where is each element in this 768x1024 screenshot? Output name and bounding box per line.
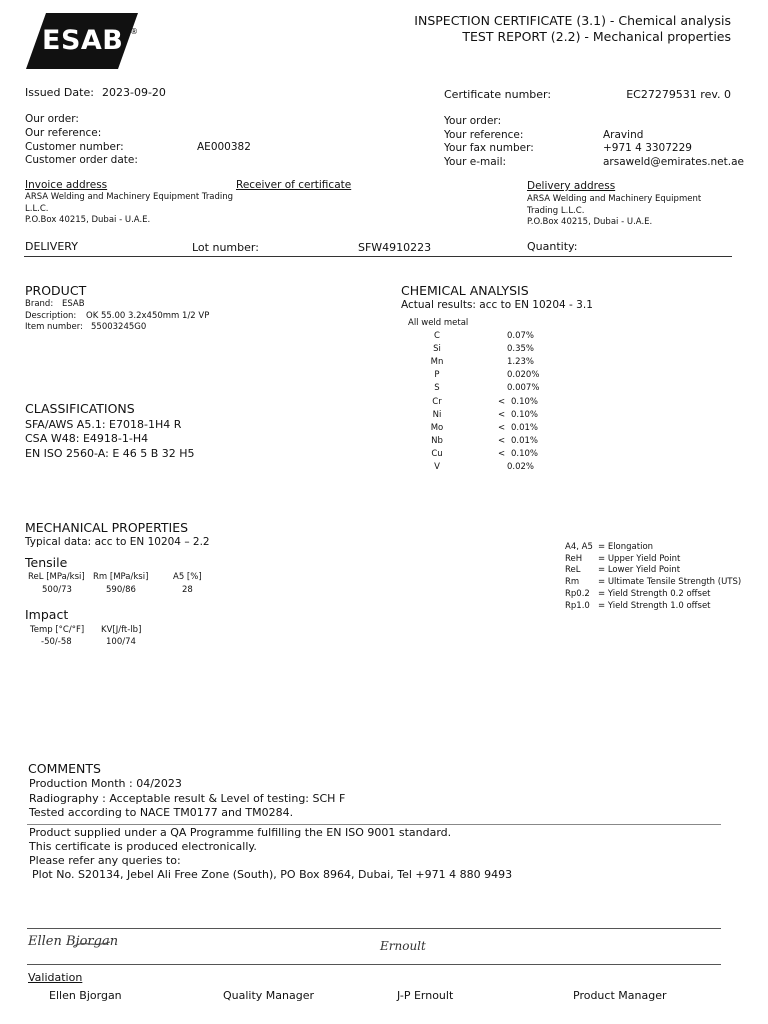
our-order-label: Our order: bbox=[25, 113, 79, 125]
chem-value: 0.020% bbox=[507, 370, 540, 381]
impact-value-kv: 100/74 bbox=[106, 637, 136, 647]
item-number-label: Item number: bbox=[25, 322, 83, 332]
legend-description: = Yield Strength 1.0 offset bbox=[598, 600, 711, 611]
chem-element: Mn bbox=[430, 357, 444, 368]
comment-radiography: Radiography : Acceptable result & Level of testing: SCH F bbox=[29, 792, 346, 805]
chem-less-than: < bbox=[498, 409, 506, 420]
classification-en-iso: EN ISO 2560-A: E 46 5 B 32 H5 bbox=[25, 447, 195, 460]
classification-aws: SFA/AWS A5.1: E7018-1H4 R bbox=[25, 418, 182, 431]
signer-name-2: J-P Ernoult bbox=[397, 989, 454, 1002]
logo-text: ESAB bbox=[42, 25, 124, 56]
chem-value: 0.007% bbox=[507, 383, 540, 394]
impact-value-temp: -50/-58 bbox=[41, 637, 72, 647]
classifications-heading: CLASSIFICATIONS bbox=[25, 401, 135, 416]
fax-number-value: +971 4 3307229 bbox=[603, 142, 692, 154]
validation-label: Validation bbox=[28, 971, 83, 984]
tensile-header-a5: A5 [%] bbox=[173, 572, 202, 582]
chem-element: Cr bbox=[432, 396, 442, 407]
lot-number-value: SFW4910223 bbox=[358, 241, 432, 254]
legend-abbreviation: Rp1.0 bbox=[565, 600, 590, 611]
quantity-label: Quantity: bbox=[527, 240, 578, 253]
signature-ellen-bjorgan: Ellen Bjorgan bbox=[28, 934, 119, 949]
customer-number-value: AE000382 bbox=[197, 141, 251, 153]
invoice-address-line-1: ARSA Welding and Machinery Equipment Trading bbox=[25, 192, 234, 202]
chem-value: 0.01% bbox=[511, 435, 539, 446]
signer-title-1: Quality Manager bbox=[223, 989, 315, 1002]
chem-less-than: < bbox=[498, 396, 506, 407]
chem-element: P bbox=[434, 370, 440, 381]
chem-element: V bbox=[434, 462, 440, 472]
legend-abbreviation: ReL bbox=[565, 565, 581, 576]
signer-name-1: Ellen Bjorgan bbox=[49, 989, 122, 1002]
chem-value: 0.35% bbox=[507, 344, 535, 355]
receiver-label: Receiver of certificate bbox=[236, 179, 352, 191]
delivery-address-label: Delivery address bbox=[527, 180, 616, 192]
your-order-label: Your order: bbox=[444, 115, 502, 127]
impact-heading: Impact bbox=[25, 607, 69, 622]
chem-less-than: < bbox=[498, 435, 506, 446]
delivery-divider bbox=[24, 256, 732, 257]
chem-value: 0.07% bbox=[507, 331, 535, 341]
lot-number-label: Lot number: bbox=[192, 241, 259, 254]
invoice-address-line-2: L.L.C. bbox=[25, 204, 49, 214]
chem-value: 0.02% bbox=[507, 462, 535, 472]
issued-date-value: 2023-09-20 bbox=[102, 86, 166, 99]
certificate-number-value: EC27279531 rev. 0 bbox=[626, 88, 731, 101]
chem-element: S bbox=[434, 383, 440, 394]
email-label: Your e-mail: bbox=[444, 156, 507, 168]
chem-value: 0.10% bbox=[511, 448, 539, 459]
signature-ernoult: Ernoult bbox=[380, 939, 426, 953]
invoice-address-label: Invoice address bbox=[25, 179, 108, 191]
tensile-value-rm: 590/86 bbox=[106, 585, 136, 595]
note-qa-programme: Product supplied under a QA Programme fulfilling the EN ISO 9001 standard. bbox=[29, 826, 452, 839]
legend-abbreviation: ReH bbox=[565, 553, 583, 564]
our-reference-label: Our reference: bbox=[25, 127, 102, 139]
chem-value: 0.01% bbox=[511, 422, 539, 433]
comments-heading: COMMENTS bbox=[28, 761, 101, 776]
tensile-header-rm: Rm [MPa/ksi] bbox=[93, 572, 149, 582]
chemical-analysis-heading: CHEMICAL ANALYSIS bbox=[401, 283, 529, 298]
title-line-1: INSPECTION CERTIFICATE (3.1) - Chemical analysis bbox=[414, 13, 731, 28]
comments-divider bbox=[27, 824, 721, 825]
legend-description: = Elongation bbox=[598, 542, 654, 552]
mechanical-properties-subheading: Typical data: acc to EN 10204 – 2.2 bbox=[25, 536, 210, 548]
delivery-heading: DELIVERY bbox=[25, 240, 78, 253]
chem-element: Mo bbox=[430, 422, 444, 433]
signer-title-2: Product Manager bbox=[573, 989, 667, 1002]
logo-registered-mark: ® bbox=[130, 27, 138, 36]
certificate-number-label: Certificate number: bbox=[444, 88, 552, 101]
customer-number-label: Customer number: bbox=[25, 141, 124, 153]
description-value: OK 55.00 3.2x450mm 1/2 VP bbox=[86, 311, 210, 321]
legend-abbreviation: A4, A5 bbox=[565, 542, 593, 552]
comment-production-month: Production Month : 04/2023 bbox=[29, 777, 182, 790]
mechanical-properties-heading: MECHANICAL PROPERTIES bbox=[25, 520, 189, 535]
product-heading: PRODUCT bbox=[25, 283, 87, 298]
signature-stroke-icon bbox=[74, 938, 110, 950]
delivery-address-line-1: ARSA Welding and Machinery Equipment bbox=[527, 194, 702, 204]
customer-order-date-label: Customer order date: bbox=[25, 154, 138, 166]
tensile-header-rel: ReL [MPa/ksi] bbox=[28, 572, 85, 582]
chem-less-than: < bbox=[498, 448, 506, 459]
impact-header-temp: Temp [°C/°F] bbox=[30, 625, 85, 635]
comment-nace: Tested according to NACE TM0177 and TM0284. bbox=[29, 806, 294, 819]
legend-description: = Yield Strength 0.2 offset bbox=[598, 588, 711, 599]
chem-less-than: < bbox=[498, 422, 506, 433]
legend-description: = Upper Yield Point bbox=[598, 553, 681, 564]
chemical-analysis-subheading: Actual results: acc to EN 10204 - 3.1 bbox=[401, 299, 593, 311]
tensile-heading: Tensile bbox=[25, 555, 68, 570]
your-reference-label: Your reference: bbox=[444, 129, 524, 141]
chem-value: 0.10% bbox=[511, 396, 539, 407]
legend-description: = Lower Yield Point bbox=[598, 565, 681, 576]
delivery-address-line-3: P.O.Box 40215, Dubai - U.A.E. bbox=[527, 217, 653, 227]
chem-value: 0.10% bbox=[511, 409, 539, 420]
invoice-address-line-3: P.O.Box 40215, Dubai - U.A.E. bbox=[25, 215, 151, 225]
your-reference-value: Aravind bbox=[603, 129, 644, 141]
chem-element: Si bbox=[433, 344, 441, 355]
legend-description: = Ultimate Tensile Strength (UTS) bbox=[598, 577, 742, 588]
note-queries: Please refer any queries to: bbox=[29, 854, 181, 867]
chem-element: C bbox=[434, 331, 440, 341]
delivery-address-line-2: Trading L.L.C. bbox=[527, 206, 585, 216]
chem-element: Cu bbox=[431, 448, 443, 459]
legend-abbreviation: Rp0.2 bbox=[565, 588, 590, 599]
note-electronic: This certificate is produced electronically. bbox=[29, 840, 257, 853]
item-number-value: 55003245G0 bbox=[91, 322, 147, 332]
brand-label: Brand: bbox=[25, 299, 54, 309]
signature-top-divider bbox=[27, 928, 721, 929]
email-value: arsaweld@emirates.net.ae bbox=[603, 156, 744, 168]
chem-value: 1.23% bbox=[507, 357, 535, 368]
chem-element: Ni bbox=[432, 409, 442, 420]
description-label: Description: bbox=[25, 311, 77, 321]
esab-logo bbox=[26, 13, 138, 69]
classification-csa: CSA W48: E4918-1-H4 bbox=[25, 432, 149, 445]
note-address: Plot No. S20134, Jebel Ali Free Zone (South), PO Box 8964, Dubai, Tel +971 4 880 9493 bbox=[32, 868, 513, 881]
title-line-2: TEST REPORT (2.2) - Mechanical properties bbox=[462, 29, 731, 44]
signature-bottom-divider bbox=[27, 964, 721, 965]
brand-value: ESAB bbox=[62, 299, 85, 309]
issued-date-label: Issued Date: bbox=[25, 86, 94, 99]
impact-header-kv: KV[J/ft-lb] bbox=[101, 625, 142, 635]
fax-number-label: Your fax number: bbox=[444, 142, 534, 154]
weld-metal-group: All weld metal bbox=[408, 318, 469, 328]
legend-abbreviation: Rm bbox=[565, 577, 580, 588]
tensile-value-a5: 28 bbox=[182, 585, 193, 595]
tensile-value-rel: 500/73 bbox=[42, 585, 72, 595]
chem-element: Nb bbox=[431, 435, 443, 446]
